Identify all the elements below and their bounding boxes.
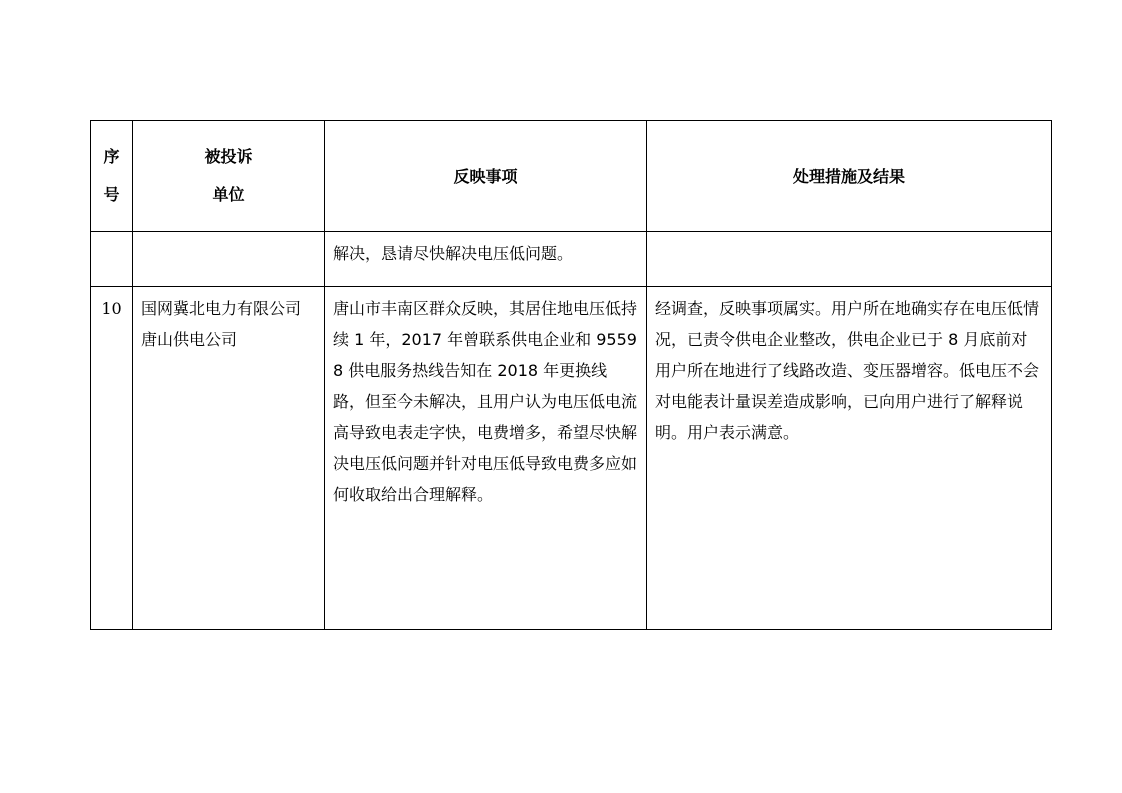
cell-issue: 解决，恳请尽快解决电压低问题。 xyxy=(325,232,647,287)
header-seq-line1: 序 xyxy=(103,147,120,166)
header-unit-line1: 被投诉 xyxy=(204,147,253,166)
cell-seq xyxy=(91,232,133,287)
cell-result: 经调查，反映事项属实。用户所在地确实存在电压低情况，已责令供电企业整改，供电企业已于 8 月底前对用户所在地进行了线路改造、变压器增容。低电压不会对电能表计量误差造成影响，已向用户进行了解释说明。用户表示满意。 xyxy=(647,287,1052,630)
table-row xyxy=(91,287,1052,630)
table-row xyxy=(91,232,1052,287)
cell-result xyxy=(647,232,1052,287)
header-row xyxy=(91,121,1052,232)
complaint-table xyxy=(90,120,1052,630)
cell-unit xyxy=(133,232,325,287)
cell-seq: 10 xyxy=(91,287,133,630)
header-unit xyxy=(133,121,325,232)
header-result: 处理措施及结果 xyxy=(647,121,1052,232)
cell-issue: 唐山市丰南区群众反映，其居住地电压低持续 1 年，2017 年曾联系供电企业和 95598 供电服务热线告知在 2018 年更换线路，但至今未解决，且用户认为电压低电流高导致电表走字快，电费增多，希望尽快解决电压低问题并针对电压低导致电费多应如何收取给出合理解释。 xyxy=(325,287,647,630)
cell-unit: 国网冀北电力有限公司唐山供电公司 xyxy=(133,287,325,630)
header-issue: 反映事项 xyxy=(325,121,647,232)
header-unit-line2: 单位 xyxy=(212,185,245,204)
header-seq-line2: 号 xyxy=(103,185,120,204)
header-seq xyxy=(91,121,133,232)
